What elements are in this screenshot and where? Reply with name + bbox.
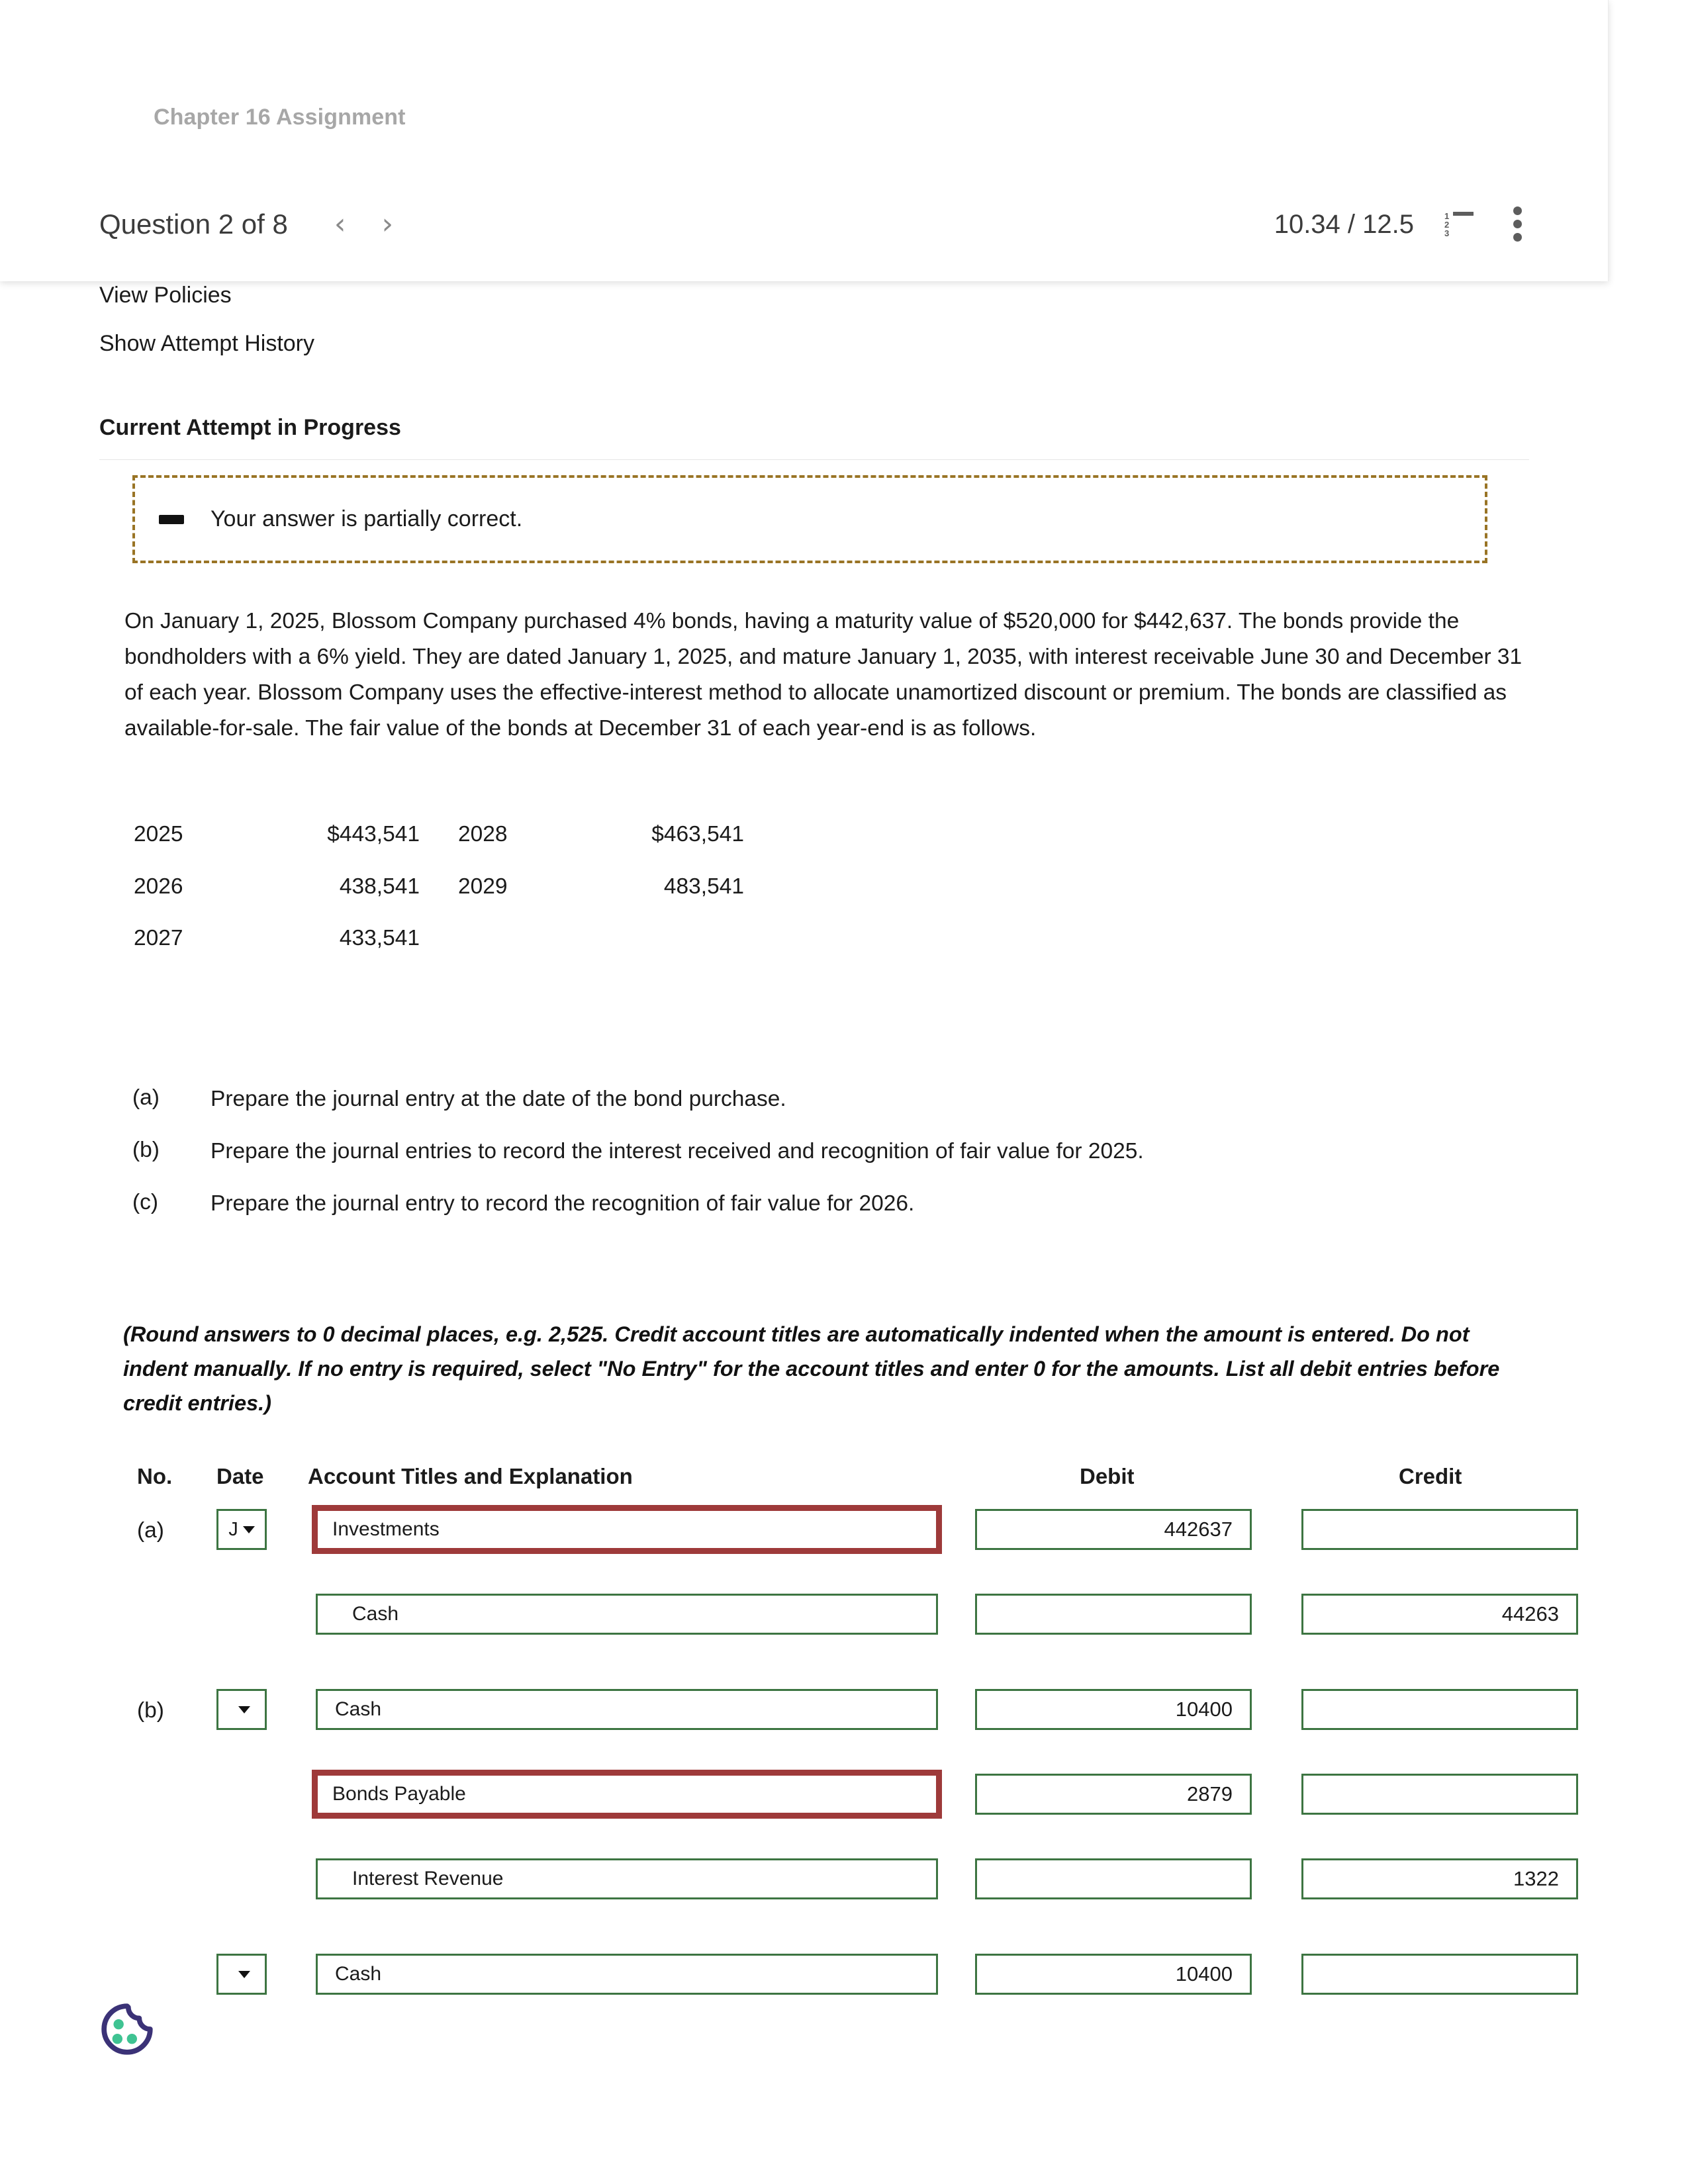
- cookie-consent-icon[interactable]: [98, 2000, 156, 2058]
- journal-entry-table: [0, 1449, 1688, 2038]
- debit-amount-value: 10400: [1175, 1962, 1233, 1985]
- debit-amount-value: 442637: [1164, 1518, 1233, 1541]
- requirement-text: Prepare the journal entry at the date of the bond purchase.: [211, 1087, 786, 1111]
- column-header-date: Date: [216, 1464, 264, 1488]
- fv-value: [571, 927, 744, 979]
- partial-correct-alert: [132, 475, 1487, 563]
- question-header-card: [0, 0, 1609, 281]
- debit-amount-value: 10400: [1175, 1698, 1233, 1721]
- requirement-item-b: [132, 1138, 1523, 1165]
- column-header-no: No.: [137, 1464, 173, 1488]
- account-title-input[interactable]: [316, 1858, 938, 1899]
- fv-year: 2027: [134, 926, 183, 950]
- fv-spacer: [420, 823, 458, 876]
- journal-row: [0, 1774, 1688, 1815]
- credit-amount-input[interactable]: [1301, 1689, 1578, 1730]
- requirement-item-c: [132, 1190, 1523, 1218]
- account-title-input[interactable]: [316, 1954, 938, 1995]
- fv-year: 2026: [134, 874, 183, 899]
- account-title-value: Interest Revenue: [352, 1868, 504, 1889]
- list-icon-digit-1: 1: [1444, 211, 1450, 221]
- fv-spacer: [420, 876, 458, 928]
- table-row: [134, 927, 744, 979]
- credit-amount-input[interactable]: [1301, 1594, 1578, 1635]
- requirement-item-a: [132, 1085, 1523, 1113]
- score-display: 10.34 / 12.5: [1274, 209, 1414, 239]
- credit-amount-input[interactable]: [1301, 1954, 1578, 1995]
- debit-amount-input[interactable]: [975, 1858, 1252, 1899]
- column-header-debit: Debit: [1080, 1464, 1135, 1488]
- requirement-label: (a): [132, 1085, 160, 1110]
- requirements-list: [132, 1085, 1523, 1242]
- table-row: [134, 823, 744, 876]
- credit-amount-input[interactable]: [1301, 1509, 1578, 1550]
- list-icon-digit-2: 2: [1444, 220, 1450, 230]
- journal-rows: [0, 1509, 1688, 1995]
- kebab-dot: [1513, 233, 1522, 242]
- account-title-value: Bonds Payable: [332, 1783, 466, 1805]
- requirement-text: Prepare the journal entries to record the interest received and recognition of fair value for 2025.: [211, 1138, 1144, 1163]
- account-title-value: Investments: [332, 1518, 440, 1540]
- fv-year: 2025: [134, 822, 183, 846]
- requirement-label: (c): [132, 1189, 159, 1214]
- fv-value: $463,541: [651, 822, 744, 846]
- chevron-down-icon: [243, 1526, 255, 1533]
- partial-correct-icon: [159, 515, 184, 524]
- fv-value: 433,541: [339, 926, 420, 950]
- fv-year: 2028: [458, 822, 508, 846]
- account-title-input[interactable]: [316, 1774, 938, 1815]
- account-title-value: Cash: [335, 1963, 382, 1985]
- journal-row: [0, 1689, 1688, 1730]
- cookie-icon: [98, 2000, 156, 2058]
- assignment-title: Chapter 16 Assignment: [154, 105, 406, 130]
- account-title-input[interactable]: [316, 1689, 938, 1730]
- next-question-icon[interactable]: ›: [381, 207, 394, 241]
- credit-amount-value: 1322: [1513, 1867, 1559, 1890]
- date-select[interactable]: [216, 1689, 267, 1730]
- requirement-text: Prepare the journal entry to record the recognition of fair value for 2026.: [211, 1191, 915, 1216]
- fv-spacer: [420, 927, 458, 979]
- previous-question-icon[interactable]: ‹: [334, 207, 346, 241]
- view-policies-link[interactable]: View Policies: [99, 283, 232, 308]
- table-row: [134, 876, 744, 928]
- list-icon-digit-3: 3: [1444, 228, 1450, 238]
- journal-row: [0, 1594, 1688, 1635]
- credit-amount-value: 44263: [1501, 1602, 1559, 1625]
- account-title-input[interactable]: [316, 1594, 938, 1635]
- question-counter-label: Question 2 of 8: [99, 208, 288, 240]
- fv-value: 483,541: [663, 874, 744, 899]
- journal-row: [0, 1954, 1688, 1995]
- kebab-dot: [1513, 206, 1522, 215]
- credit-amount-input[interactable]: [1301, 1858, 1578, 1899]
- account-title-input[interactable]: [316, 1509, 938, 1550]
- account-title-value: Cash: [352, 1603, 399, 1625]
- problem-statement: On January 1, 2025, Blossom Company purchased 4% bonds, having a maturity value of $520,000 for $442,637. The bonds provide the bondholders with a 6% yield. They are dated January 1, 2025, and mature January 1, 2035, with interest receivable June 30 and December 31 of each year. Blossom Company uses the effective-interest method to allocate unamortized discount or premium. The bonds are classified as available-for-sale. The fair value of the bonds at December 31 of each year-end is as follows.: [124, 609, 1523, 741]
- fair-value-table: [134, 823, 744, 979]
- fv-value: $443,541: [327, 822, 420, 846]
- debit-amount-input[interactable]: [975, 1774, 1252, 1815]
- row-number-label: (b): [137, 1698, 164, 1723]
- show-attempt-history-link[interactable]: Show Attempt History: [99, 331, 315, 356]
- requirement-label: (b): [132, 1137, 160, 1162]
- more-options-icon[interactable]: [1513, 206, 1523, 242]
- debit-amount-input[interactable]: [975, 1689, 1252, 1730]
- partial-correct-message: Your answer is partially correct.: [211, 506, 523, 531]
- rounding-instructions: (Round answers to 0 decimal places, e.g. 2,525. Credit account titles are automatically indented when the amount is entered. Do not indent manually. If no entry is required, select "No Entry" for the account titles and enter 0 for the amounts. List all debit entries before credit entries.): [123, 1322, 1500, 1415]
- date-select-value: J: [228, 1518, 238, 1540]
- question-list-icon[interactable]: [1444, 212, 1474, 237]
- column-header-credit: Credit: [1399, 1464, 1462, 1488]
- kebab-dot: [1513, 220, 1522, 228]
- question-nav-bar: [0, 189, 1609, 260]
- fv-year: 2029: [458, 874, 508, 899]
- journal-table-header: [0, 1449, 1688, 1509]
- current-attempt-heading: Current Attempt in Progress: [99, 415, 401, 440]
- chevron-down-icon: [238, 1706, 250, 1713]
- debit-amount-input[interactable]: [975, 1954, 1252, 1995]
- debit-amount-input[interactable]: [975, 1509, 1252, 1550]
- debit-amount-input[interactable]: [975, 1594, 1252, 1635]
- fv-value: 438,541: [339, 874, 420, 899]
- fv-year: [458, 927, 571, 979]
- list-icon-bar: [1453, 212, 1474, 216]
- credit-amount-input[interactable]: [1301, 1774, 1578, 1815]
- date-select[interactable]: [216, 1509, 267, 1550]
- journal-row: [0, 1858, 1688, 1899]
- account-title-value: Cash: [335, 1698, 382, 1720]
- chevron-down-icon: [238, 1971, 250, 1978]
- debit-amount-value: 2879: [1187, 1782, 1233, 1805]
- journal-row: [0, 1509, 1688, 1550]
- date-select[interactable]: [216, 1954, 267, 1995]
- column-header-account: Account Titles and Explanation: [308, 1464, 633, 1488]
- section-divider: [99, 459, 1529, 460]
- row-number-label: (a): [137, 1518, 164, 1543]
